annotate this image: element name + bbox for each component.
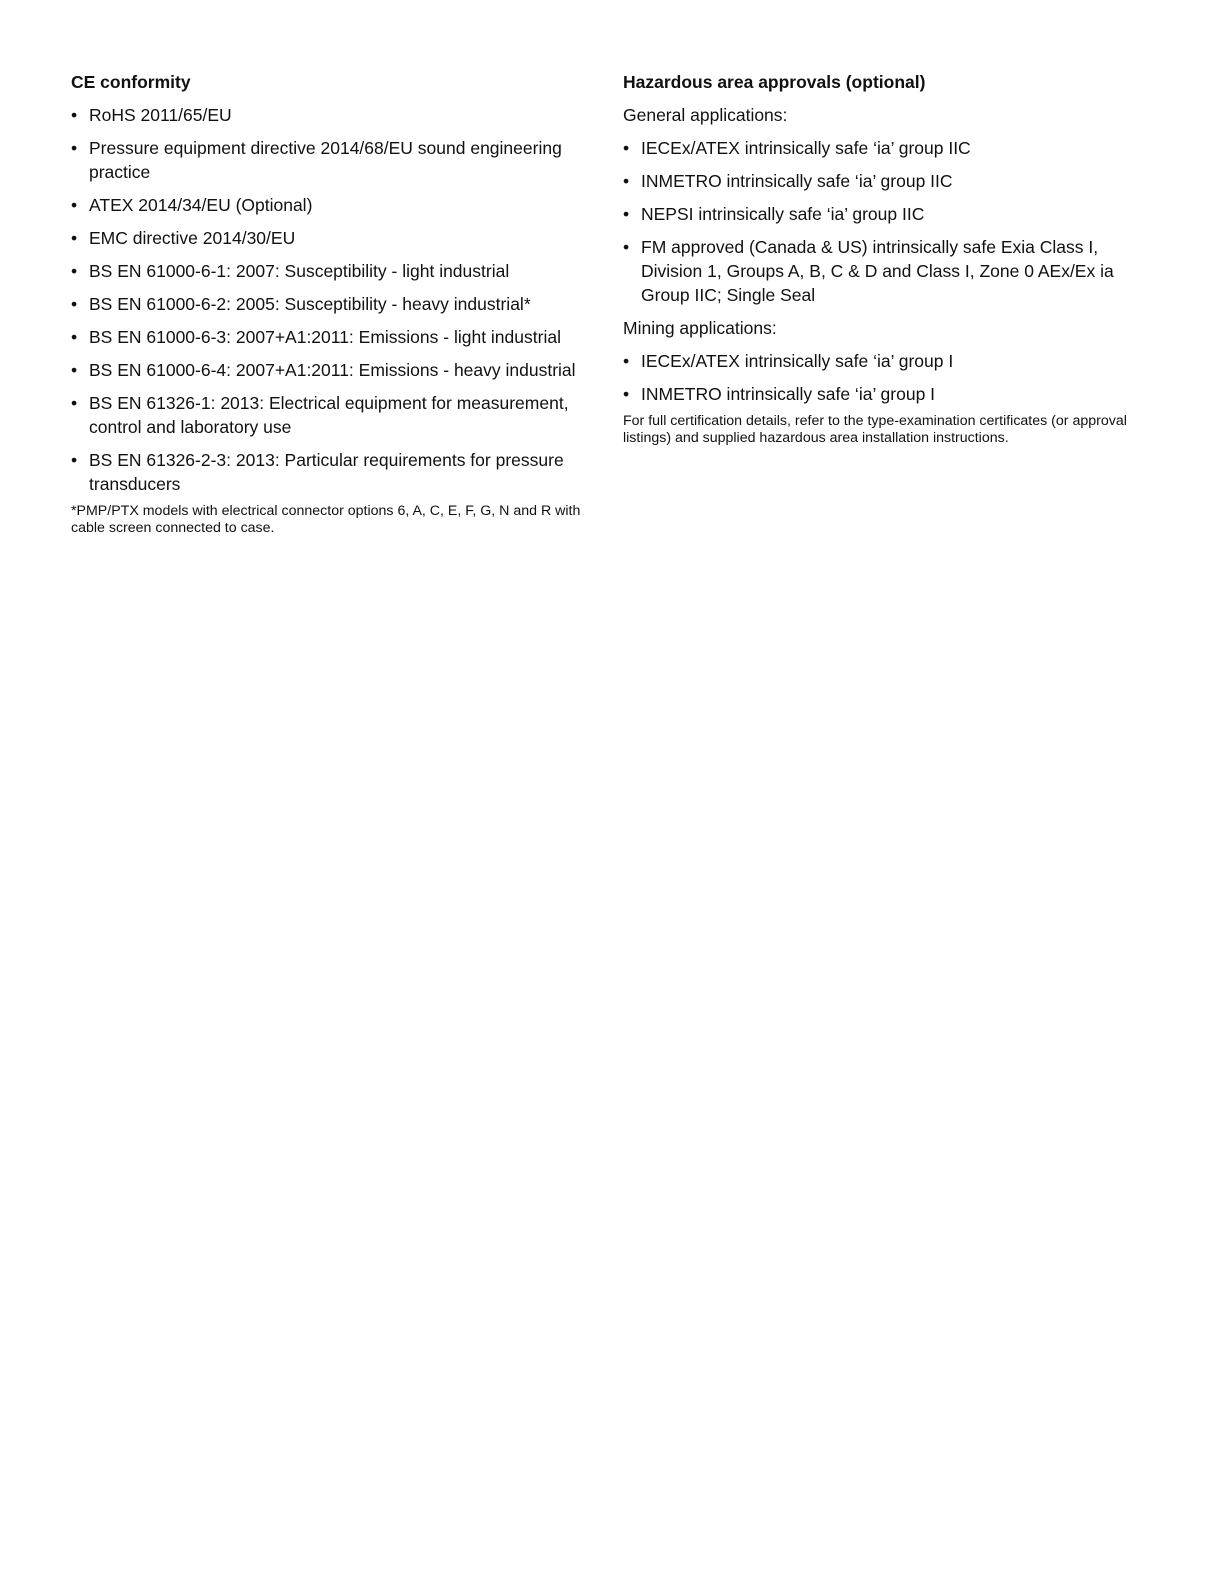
list-item-text: ATEX 2014/34/EU (Optional) — [89, 195, 313, 215]
list-item-text: BS EN 61326-1: 2013: Electrical equipment for measurement, control and laboratory use — [89, 393, 569, 437]
list-item-text: FM approved (Canada & US) intrinsically safe Exia Class I, Division 1, Groups A, B, C & D and Class I, Zone 0 AEx/Ex ia Group IIC; Single Seal — [641, 237, 1114, 305]
ce-conformity-list — [71, 103, 586, 496]
list-item-text: RoHS 2011/65/EU — [89, 105, 232, 125]
bullet-icon: • — [71, 261, 78, 281]
list-item — [623, 202, 1138, 226]
hazardous-approvals-section — [623, 70, 1138, 447]
list-item — [71, 259, 586, 283]
list-item — [623, 382, 1138, 406]
bullet-icon: • — [71, 138, 78, 158]
list-item-text: BS EN 61000-6-3: 2007+A1:2011: Emissions - light industrial — [89, 327, 561, 347]
list-item — [71, 325, 586, 349]
list-item — [71, 136, 586, 184]
bullet-icon: • — [71, 450, 78, 470]
ce-conformity-heading: CE conformity — [71, 72, 191, 92]
list-item-text: NEPSI intrinsically safe ‘ia’ group IIC — [641, 204, 925, 224]
list-item — [623, 235, 1138, 307]
list-item — [71, 226, 586, 250]
list-item-text: INMETRO intrinsically safe ‘ia’ group IIC — [641, 171, 953, 191]
list-item — [71, 391, 586, 439]
bullet-icon: • — [71, 393, 78, 413]
list-item — [623, 349, 1138, 373]
bullet-icon: • — [623, 138, 630, 158]
mining-applications-list — [623, 349, 1138, 406]
bullet-icon: • — [71, 195, 78, 215]
list-item-text: BS EN 61326-2-3: 2013: Particular requirements for pressure transducers — [89, 450, 564, 494]
list-item-text: EMC directive 2014/30/EU — [89, 228, 296, 248]
list-item — [623, 136, 1138, 160]
list-item — [71, 193, 586, 217]
ce-conformity-section — [71, 70, 586, 537]
general-applications-list — [623, 136, 1138, 307]
general-applications-label: General applications: — [623, 105, 788, 125]
bullet-icon: • — [71, 294, 78, 314]
bullet-icon: • — [71, 360, 78, 380]
list-item — [71, 358, 586, 382]
bullet-icon: • — [71, 228, 78, 248]
bullet-icon: • — [623, 237, 630, 257]
ce-footnote: *PMP/PTX models with electrical connector options 6, A, C, E, F, G, N and R with cable screen connected to case. — [71, 503, 581, 536]
bullet-icon: • — [623, 171, 630, 191]
list-item — [623, 169, 1138, 193]
bullet-icon: • — [623, 384, 630, 404]
bullet-icon: • — [71, 327, 78, 347]
certification-footnote: For full certification details, refer to the type-examination certificates (or approval listings) and supplied hazardous area installation instructions. — [623, 413, 1127, 446]
mining-applications-label: Mining applications: — [623, 318, 777, 338]
list-item — [71, 292, 586, 316]
bullet-icon: • — [71, 105, 78, 125]
list-item-text: INMETRO intrinsically safe ‘ia’ group I — [641, 384, 936, 404]
hazardous-approvals-heading: Hazardous area approvals (optional) — [623, 72, 926, 92]
list-item-text: BS EN 61000-6-4: 2007+A1:2011: Emissions - heavy industrial — [89, 360, 576, 380]
list-item — [71, 448, 586, 496]
list-item-text: BS EN 61000-6-2: 2005: Susceptibility - heavy industrial* — [89, 294, 531, 314]
list-item-text: Pressure equipment directive 2014/68/EU sound engineering practice — [89, 138, 562, 182]
bullet-icon: • — [623, 204, 630, 224]
list-item-text: BS EN 61000-6-1: 2007: Susceptibility - light industrial — [89, 261, 510, 281]
list-item-text: IECEx/ATEX intrinsically safe ‘ia’ group I — [641, 351, 954, 371]
list-item — [71, 103, 586, 127]
list-item-text: IECEx/ATEX intrinsically safe ‘ia’ group IIC — [641, 138, 971, 158]
bullet-icon: • — [623, 351, 630, 371]
